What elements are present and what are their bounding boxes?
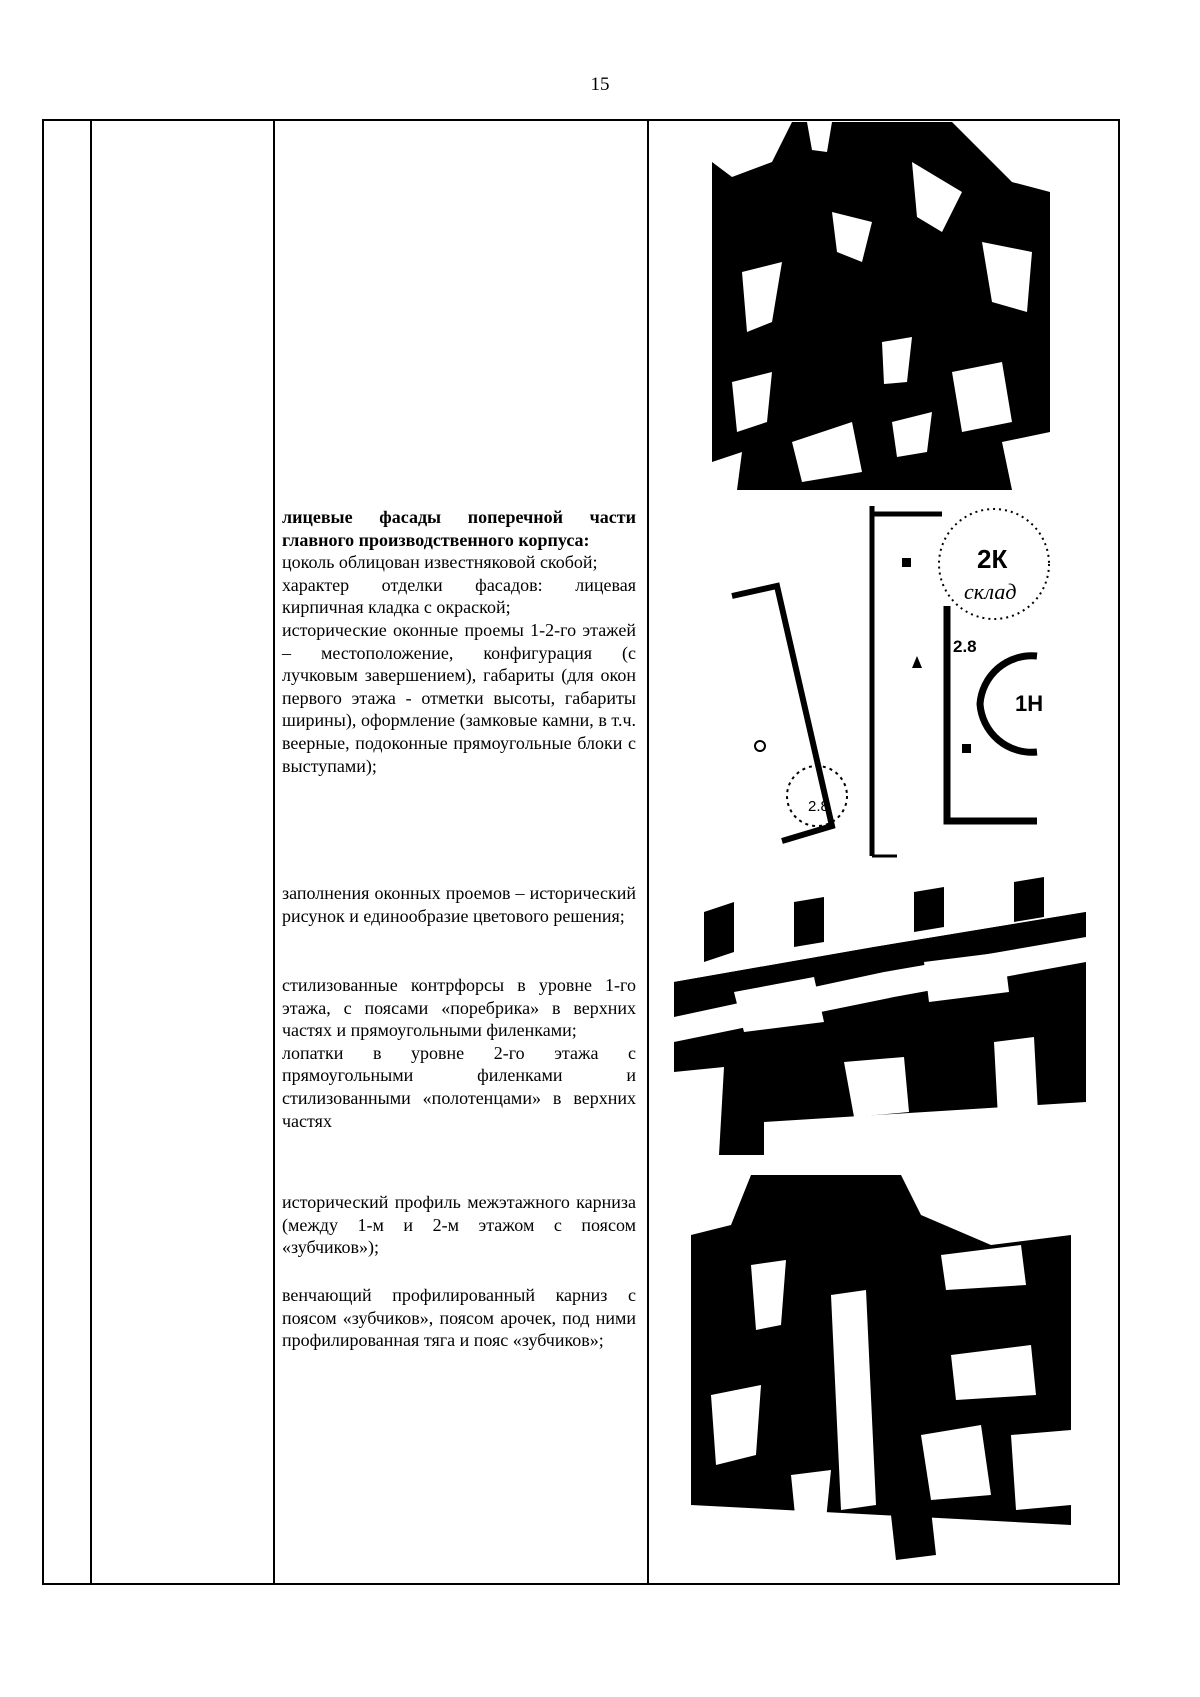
- facade-item-pilasters: лопатки в уровне 2-го этажа с прямоугольными филенками и стилизованными «полотенцами» в верхних частях: [282, 1042, 636, 1131]
- facade-item-plinth: цоколь облицован известняковой скобой;: [282, 552, 598, 573]
- facade-photo-3: [691, 1175, 1071, 1572]
- facade-item-finish: характер отделки фасадов: лицевая кирпичная кладка с окраской;: [282, 574, 636, 618]
- facade-item-buttresses-block: [282, 974, 636, 1132]
- plan-level-mark-1: 2.8: [953, 637, 977, 656]
- facade-heading-block: [282, 506, 636, 777]
- facade-heading: лицевые фасады поперечной части главного производственного корпуса:: [282, 507, 636, 550]
- column-divider-2: [273, 121, 275, 1583]
- facade-photo-1: [712, 122, 1050, 490]
- facade-photo-2: [674, 872, 1086, 1155]
- facade-item-cornice-profile: исторический профиль межэтажного карниза (между 1-м и 2-м этажом с поясом «зубчиков»);: [282, 1192, 636, 1258]
- plan-building-code: 2К: [977, 544, 1008, 574]
- plan-level-mark-2: 2.8: [808, 798, 829, 815]
- facade-item-crowning-cornice: венчающий профилированный карниз с поясом «зубчиков», поясом арочек, под ними профилированная тяга и пояс «зубчиков»;: [282, 1285, 636, 1351]
- facade-item-fillings: заполнения оконных проемов – исторический рисунок и единообразие цветового решения;: [282, 883, 636, 926]
- column-divider-3: [647, 121, 649, 1583]
- plan-building-name: склад: [964, 579, 1017, 604]
- facade-item-windows: исторические оконные проемы 1-2-го этажей – местоположение, конфигурация (с лучковым завершением), габариты (для окон первого этажа - отметки высоты, габариты ширины), оформление (замковые камни, в т.ч. веерные, подоконные прямоугольные блоки с выступами);: [282, 619, 636, 776]
- plan-partial-code: 1Н: [1015, 691, 1044, 716]
- facade-item-buttresses: стилизованные контрфорсы в уровне 1-го этажа, с поясами «поребрика» в верхних частях и прямоугольными филенками;: [282, 975, 636, 1041]
- site-plan-fragment: [722, 506, 1044, 862]
- column-divider-1: [90, 121, 92, 1583]
- page-number: 15: [590, 74, 610, 95]
